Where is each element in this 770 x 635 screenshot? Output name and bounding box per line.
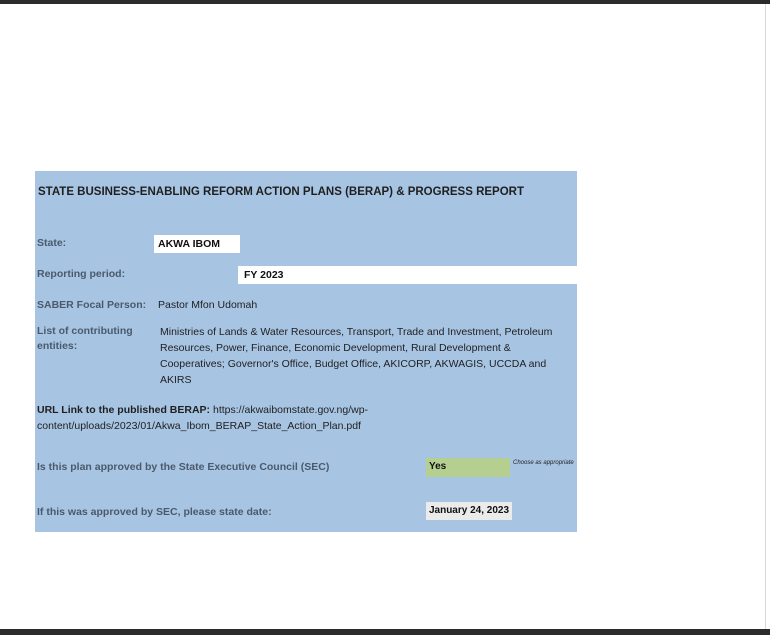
reporting-period-value-cell: FY 2023	[238, 266, 577, 284]
contributing-entities-label: List of contributing entities:	[37, 325, 133, 352]
choose-as-appropriate-note: Choose as appropriate	[513, 460, 574, 466]
saber-focal-person-value: Pastor Mfon Udomah	[158, 299, 258, 311]
window-bottom-border	[0, 629, 770, 635]
state-value-cell: AKWA IBOM	[154, 235, 240, 253]
reporting-period-label: Reporting period:	[37, 268, 126, 280]
contributing-entities-value: Ministries of Lands & Water Resources, Transport, Trade and Investment, Petroleum Resources, Power, Finance, Economic Development, Rural Development & Cooperatives; Governor's Office, Budget Office, AKICORP, AKWAGIS, UCCDA and AKIRS	[160, 326, 553, 386]
berap-url-label: URL Link to the published BERAP:	[37, 404, 211, 416]
sec-approval-date-question: If this was approved by SEC, please state date:	[37, 506, 272, 518]
berap-url-link[interactable]: https://akwaibomstate.gov.ng/wp-content/uploads/2023/01/Akwa_Ibom_BERAP_State_Action_Plan.pdf	[37, 404, 369, 432]
report-title: STATE BUSINESS-ENABLING REFORM ACTION PLANS (BERAP) & PROGRESS REPORT	[38, 186, 525, 198]
window-top-border	[0, 0, 770, 4]
sec-approval-answer-cell[interactable]: Yes	[426, 458, 510, 477]
page-edge-divider	[765, 4, 766, 629]
sec-approval-question: Is this plan approved by the State Executive Council (SEC)	[37, 461, 330, 473]
state-label: State:	[37, 237, 67, 249]
berap-report-panel	[35, 171, 577, 532]
berap-url-block	[37, 402, 397, 434]
saber-focal-person-label: SABER Focal Person:	[37, 299, 147, 311]
sec-approval-date-cell[interactable]: January 24, 2023	[426, 502, 512, 520]
